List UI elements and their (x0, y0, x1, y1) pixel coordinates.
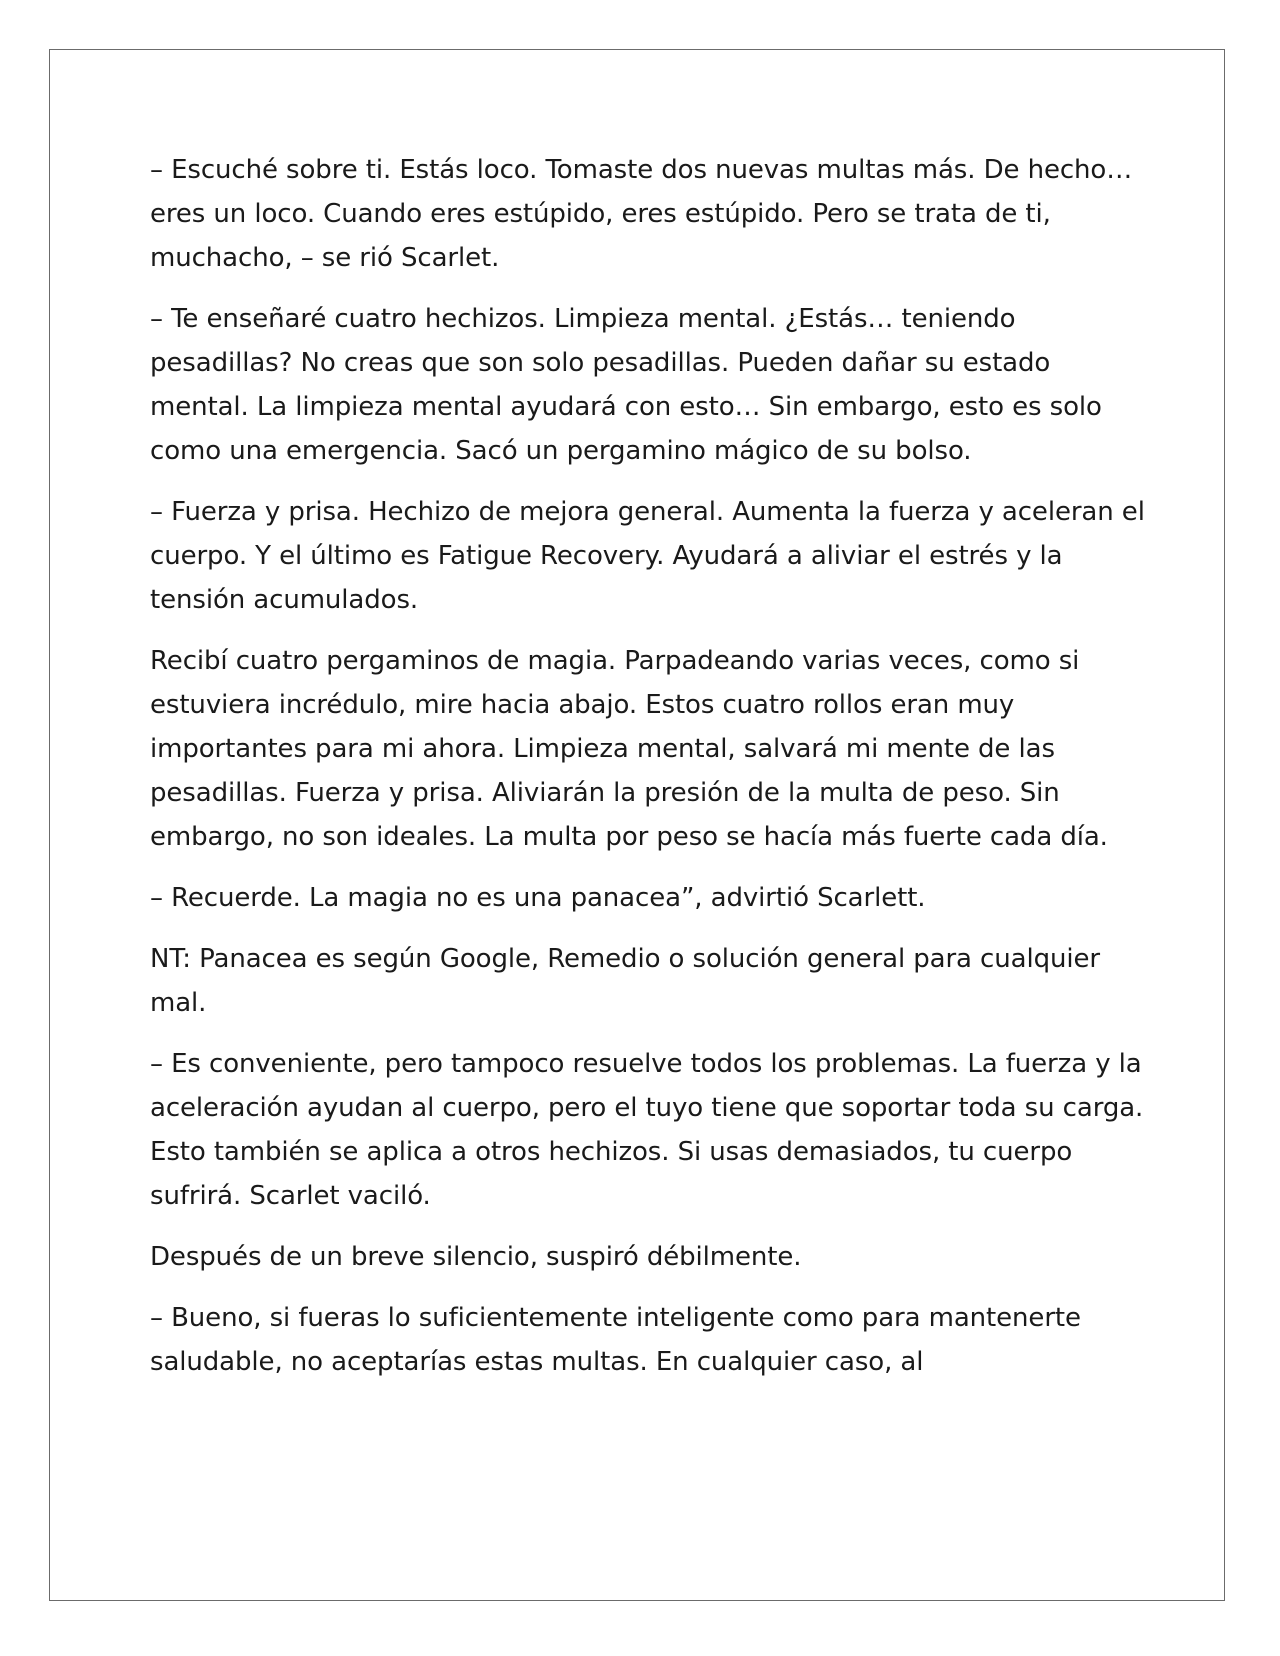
paragraph-9: – Bueno, si fueras lo suficientemente inteligente como para mantenerte saludable, no aceptarías estas multas. En cualquier caso, al (150, 1303, 1081, 1377)
paragraph-3: – Fuerza y prisa. Hechizo de mejora general. Aumenta la fuerza y aceleran el cuerpo. Y el último es Fatigue Recovery. Ayudará a aliviar el estrés y la tensión acumulados. (150, 497, 1145, 615)
paragraph-8: Después de un breve silencio, suspiró débilmente. (150, 1242, 802, 1272)
paragraph-2: – Te enseñaré cuatro hechizos. Limpieza mental. ¿Estás… teniendo pesadillas? No creas que son solo pesadillas. Pueden dañar su estado mental. La limpieza mental ayudará con esto… Sin embargo, esto es solo como una emergencia. Sacó un pergamino mágico de su bolso. (150, 304, 1102, 466)
document-page (49, 49, 1225, 1601)
paragraph-1: – Escuché sobre ti. Estás loco. Tomaste dos nuevas multas más. De hecho… eres un loco. Cuando eres estúpido, eres estúpido. Pero se trata de ti, muchacho, – se rió Scarlet. (150, 155, 1133, 273)
document-body (150, 148, 1150, 1401)
paragraph-5: – Recuerde. La magia no es una panacea”, advirtió Scarlett. (150, 883, 926, 913)
paragraph-7: – Es conveniente, pero tampoco resuelve todos los problemas. La fuerza y la aceleración ayudan al cuerpo, pero el tuyo tiene que soportar toda su carga. Esto también se aplica a otros hechizos. Si usas demasiados, tu cuerpo sufrirá. Scarlet vaciló. (150, 1049, 1144, 1211)
paragraph-6: NT: Panacea es según Google, Remedio o solución general para cualquier mal. (150, 944, 1100, 1018)
paragraph-4: Recibí cuatro pergaminos de magia. Parpadeando varias veces, como si estuviera incrédulo, mire hacia abajo. Estos cuatro rollos eran muy importantes para mi ahora. Limpieza mental, salvará mi mente de las pesadillas. Fuerza y prisa. Aliviarán la presión de la multa de peso. Sin embargo, no son ideales. La multa por peso se hacía más fuerte cada día. (150, 646, 1108, 852)
